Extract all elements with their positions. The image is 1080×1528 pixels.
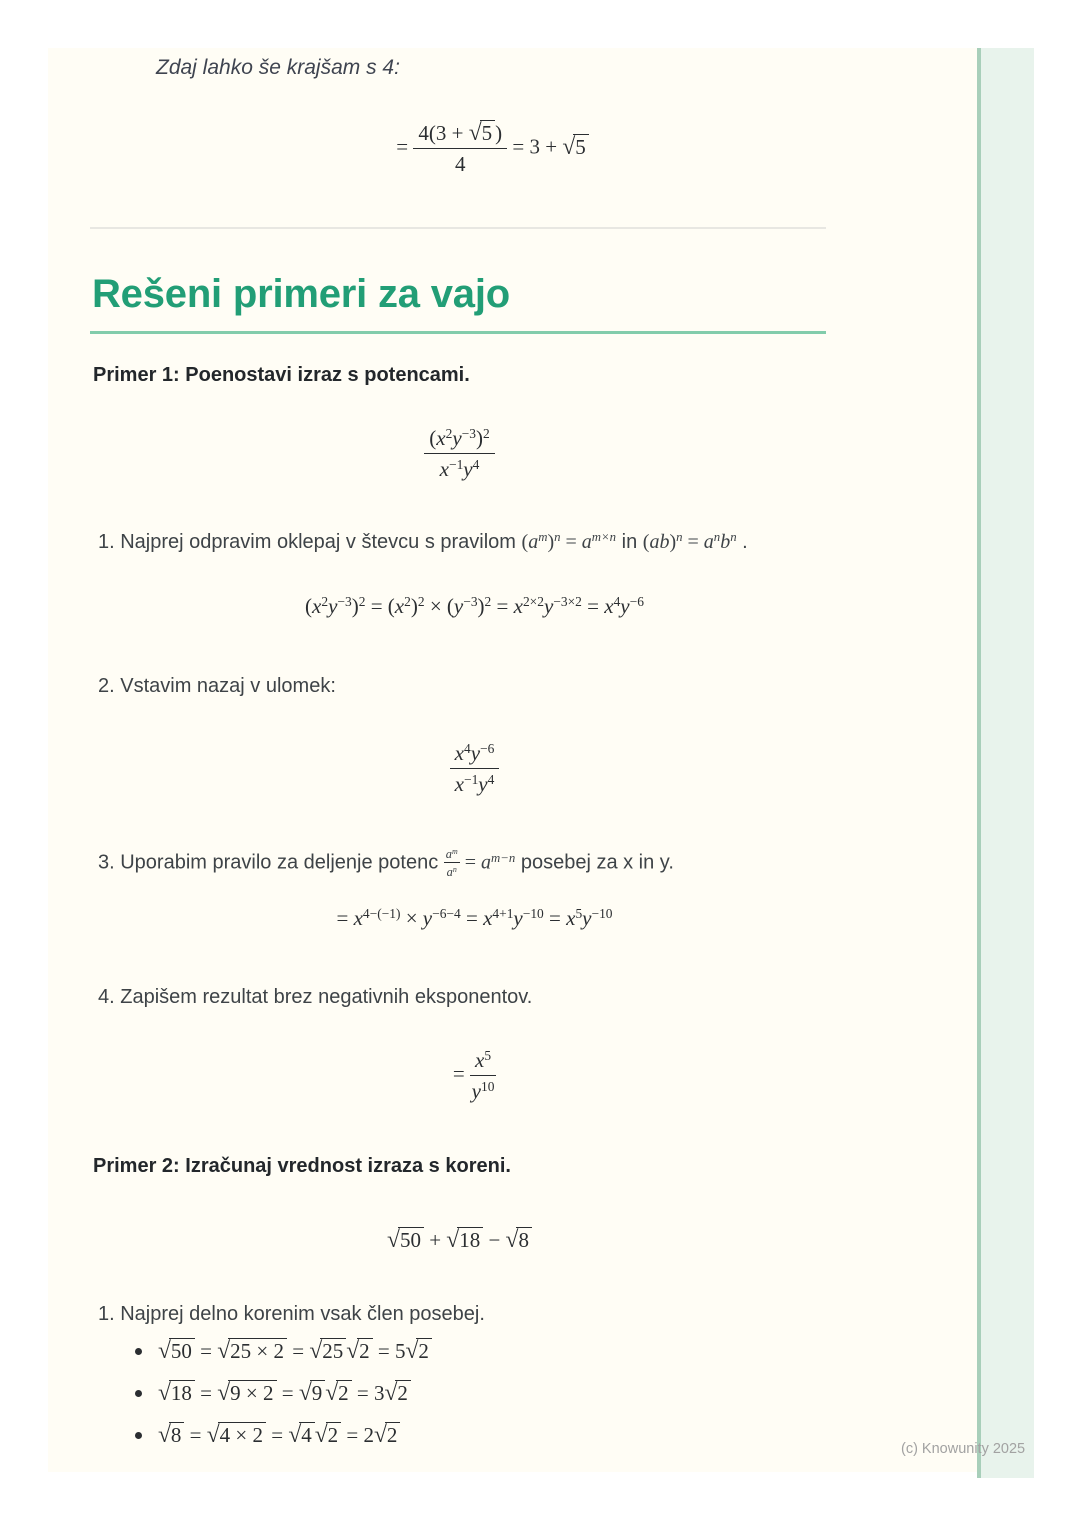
equation-primer1-step1: $(x^2y^{-3})^2 = (x^2)^2 \times (y^{-3})^2 = x^{2\times 2}y^{-3\times 2} = x^4y^{-6}$ (305, 593, 644, 618)
bullet-math: √8 = √4 × 2 = √4 √2 = 2√2 (158, 1422, 400, 1448)
section-divider (90, 227, 826, 229)
bullet-math: √18 = √9 × 2 = √9 √2 = 3√2 (158, 1380, 411, 1406)
equation-primer1-step2: $\frac{x^4y^{-6}}{x^{-1}y^4}$ (93, 740, 826, 798)
primer2-step1: 1. Najprej delno korenim vsak člen posebej. (98, 1303, 485, 1325)
primer1-step3: 3. Uporabim pravilo za deljenje potenc $\frac{a^m}{a^n}$ = $a^{m-n}$ posebej za x in y. (98, 846, 674, 880)
primer1-step2: 2. Vstavim nazaj v ulomek: (98, 675, 336, 697)
bullet-math: √50 = √25 × 2 = √25 √2 = 5√2 (158, 1338, 432, 1364)
bullet-sqrt8 (135, 1422, 400, 1448)
bullet-marker (135, 1348, 142, 1355)
primer1-step4: 4. Zapišem rezultat brez negativnih eksponentov. (98, 986, 533, 1008)
equation-primer2-expression: √50 + √18 − √8 (93, 1227, 826, 1253)
watermark: (c) Knowunity 2025 (901, 1441, 1026, 1457)
bullet-marker (135, 1432, 142, 1439)
equation-primer1-step3: = $x^{4-(-1)} \times y^{-6-4} = x^{4+1}y^{-10} = x^5y^{-10}$ (336, 905, 613, 930)
equation-primer1-expression: $\frac{(x^2y^{-3})^2}{x^{-1}y^4}$ (93, 425, 826, 483)
intro-note: Zdaj lahko še krajšam s 4: (156, 56, 400, 79)
primer2-title: Primer 2: Izračunaj vrednost izraza s koreni. (93, 1155, 511, 1177)
bullet-sqrt18 (135, 1380, 411, 1406)
title-underline (90, 331, 826, 334)
page-title: Rešeni primeri za vajo (92, 272, 511, 316)
bullet-sqrt50 (135, 1338, 432, 1364)
side-strip (977, 48, 1034, 1478)
equation-primer1-result: = $\frac{x^5}{y^{10}}$ (452, 1047, 495, 1104)
equation-intro: = $\frac{4(3 + √5 )}{4}$ = 3 + √5 (93, 120, 826, 178)
primer1-title: Primer 1: Poenostavi izraz s potencami. (93, 364, 470, 386)
bullet-marker (135, 1390, 142, 1397)
primer1-step1: 1. Najprej odpravim oklepaj v števcu s pravilom $(a^m)^n = a^{m\times n}$ in $(ab)^n = a^nb^n$ . (98, 529, 748, 553)
